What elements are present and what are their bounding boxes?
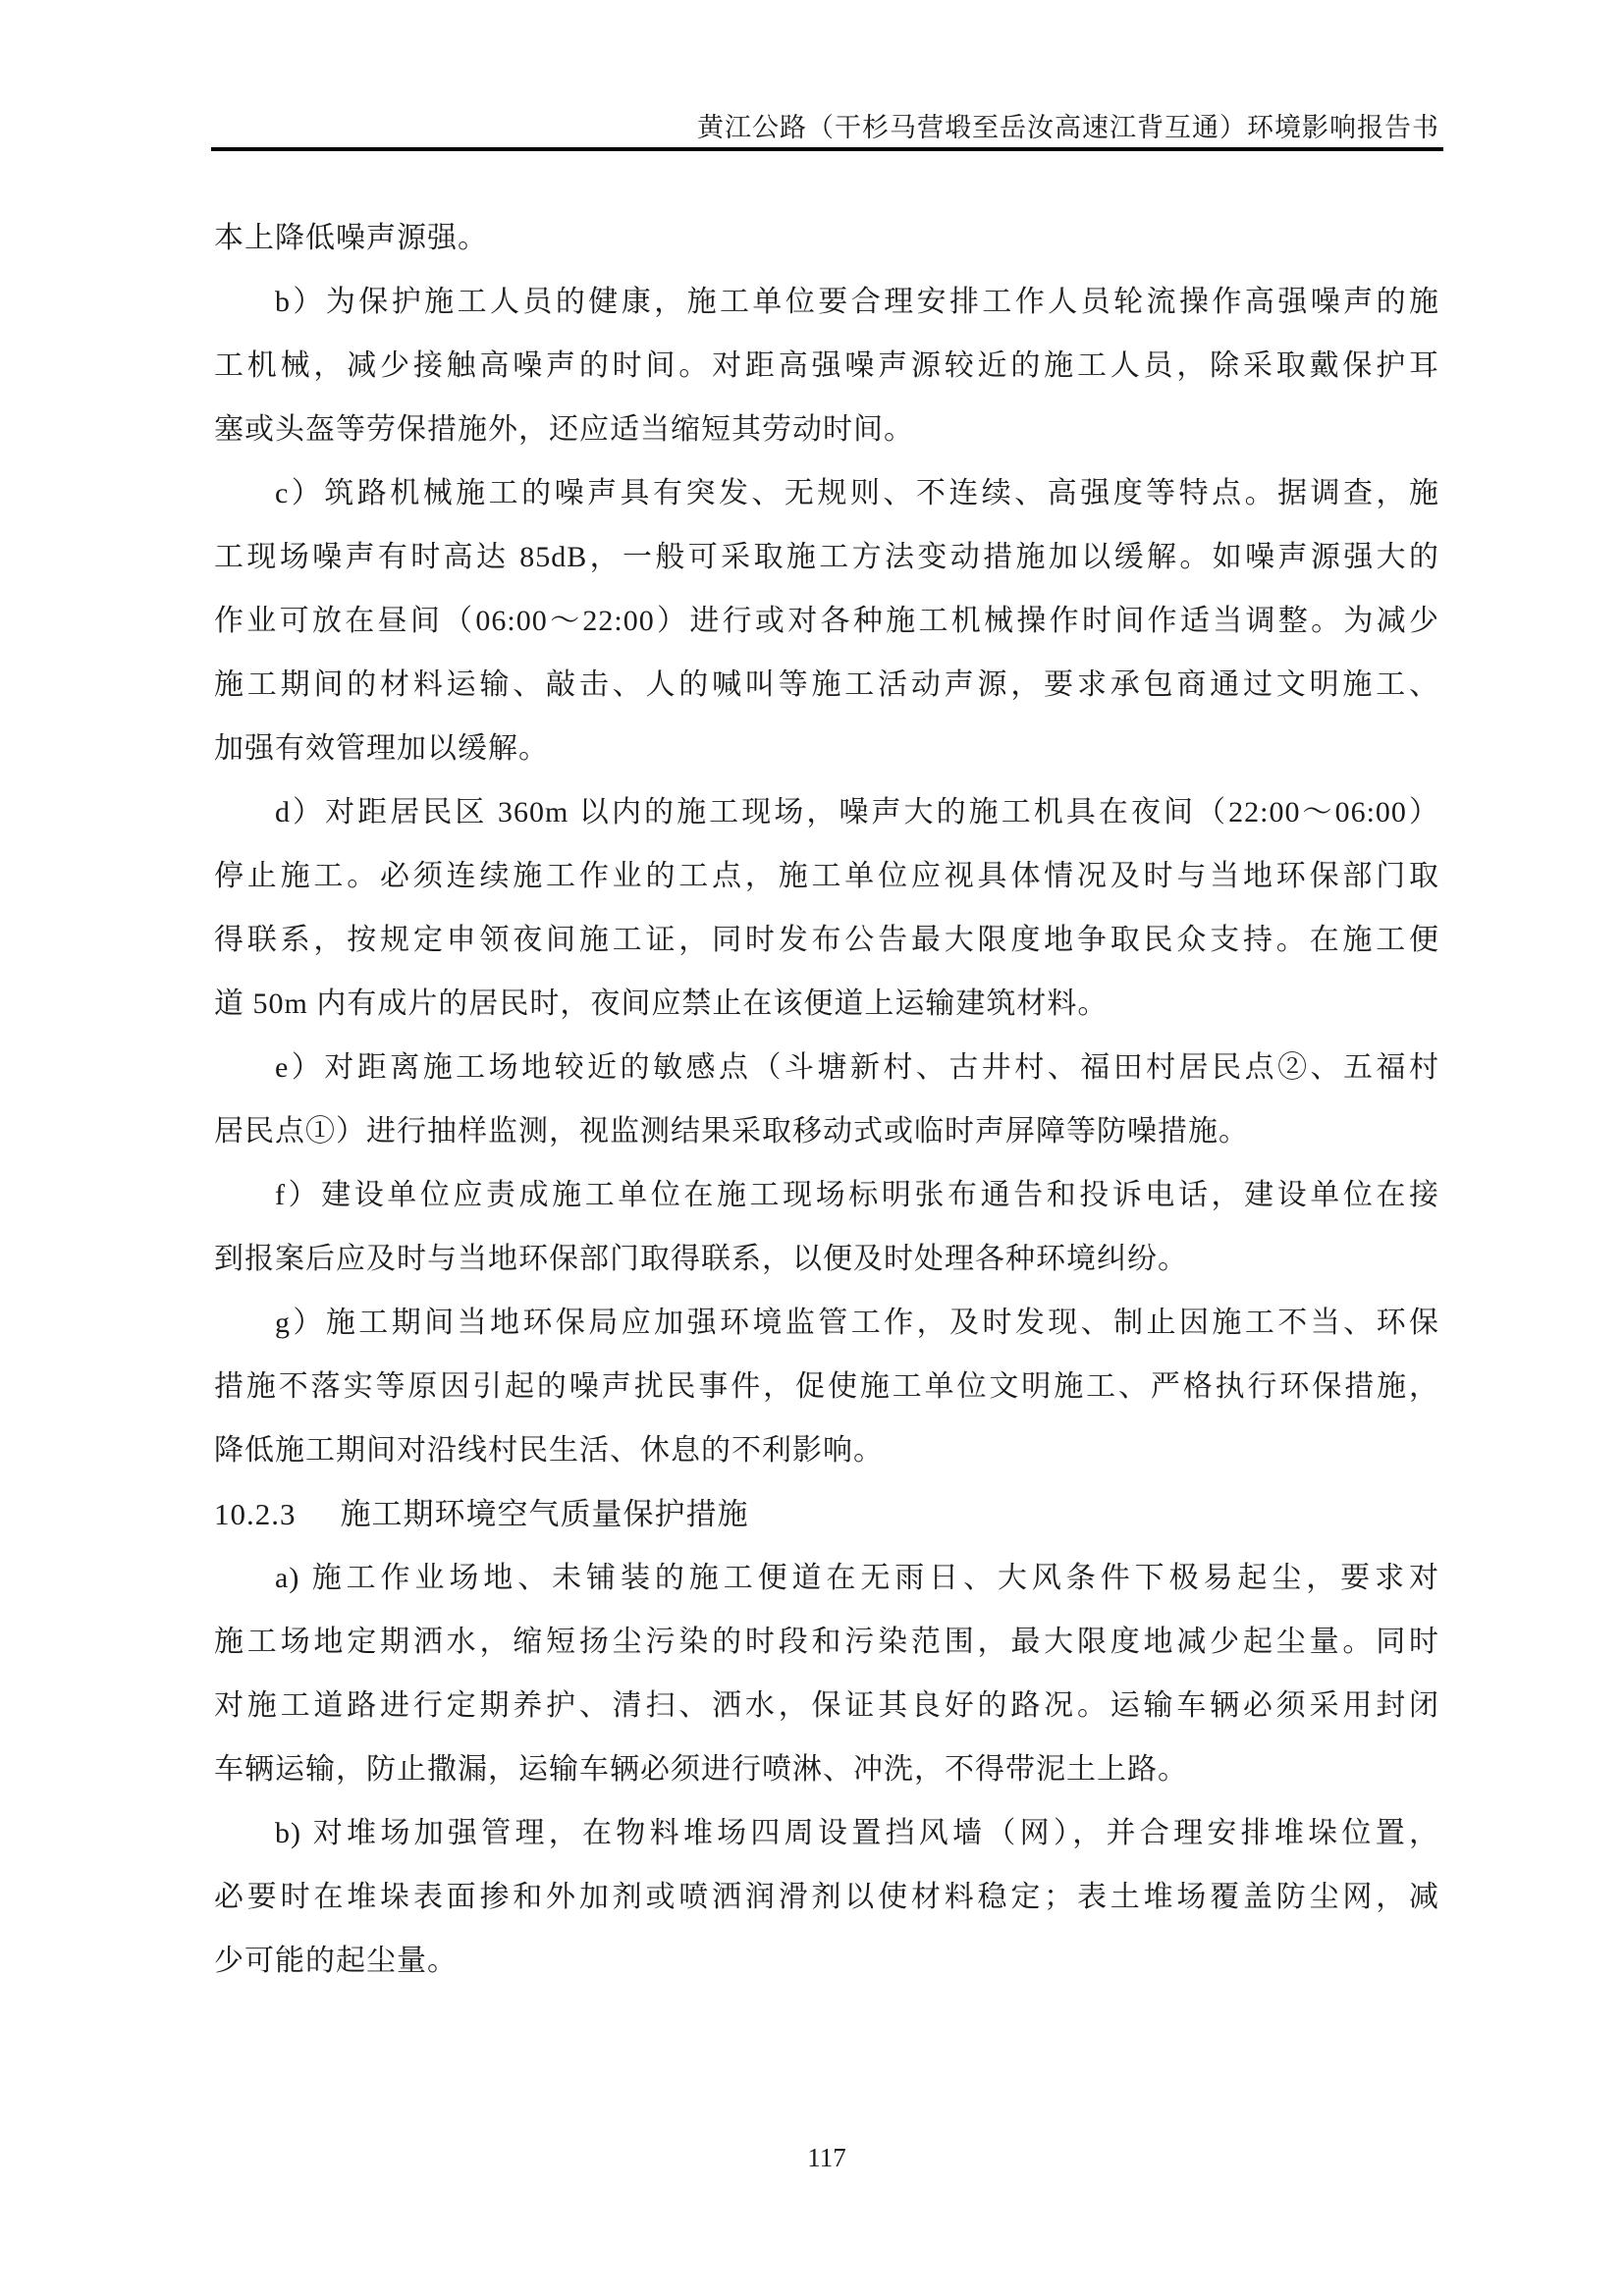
body-line: 施工场地定期洒水，缩短扬尘污染的时段和污染范围，最大限度地减少起尘量。同时 bbox=[214, 1626, 1439, 1658]
body-line: 居民点①）进行抽样监测，视监测结果采取移动式或临时声屏障等防噪措施。 bbox=[214, 1115, 1249, 1148]
page-header-title: 黄江公路（干杉马营塅至岳汝高速江背互通）环境影响报告书 bbox=[697, 113, 1439, 142]
body-line: 工现场噪声有时高达 85dB，一般可采取施工方法变动措施加以缓解。如噪声源强大的 bbox=[214, 541, 1439, 573]
body-line: 塞或头盔等劳保措施外，还应适当缩短其劳动时间。 bbox=[214, 413, 914, 446]
body-line: d）对距居民区 360m 以内的施工现场，噪声大的施工机具在夜间（22:00～06:00） bbox=[275, 796, 1439, 828]
header-rule bbox=[211, 147, 1443, 151]
body-line: 工机械，减少接触高噪声的时间。对距高强噪声源较近的施工人员，除采取戴保护耳 bbox=[214, 349, 1439, 382]
body-line: g）施工期间当地环保局应加强环境监管工作，及时发现、制止因施工不当、环保 bbox=[275, 1307, 1439, 1339]
section-heading bbox=[214, 1482, 1439, 1546]
page-number: 117 bbox=[807, 2143, 846, 2172]
body-line: 必要时在堆垛表面掺和外加剂或喷洒润滑剂以使材料稳定；表土堆场覆盖防尘网，减 bbox=[214, 1881, 1439, 1913]
body-line: 施工期间的材料运输、敲击、人的喊叫等施工活动声源，要求承包商通过文明施工、 bbox=[214, 668, 1439, 701]
body-line: 少可能的起尘量。 bbox=[214, 1945, 458, 1977]
body-line: 停止施工。必须连续施工作业的工点，施工单位应视具体情况及时与当地环保部门取 bbox=[214, 860, 1439, 892]
body-line: 作业可放在昼间（06:00～22:00）进行或对各种施工机械操作时间作适当调整。为减少 bbox=[214, 605, 1439, 637]
body-line: 加强有效管理加以缓解。 bbox=[214, 732, 549, 765]
body-line: e）对距离施工场地较近的敏感点（斗塘新村、古井村、福田村居民点②、五福村 bbox=[275, 1051, 1439, 1084]
body-line: 降低施工期间对沿线村民生活、休息的不利影响。 bbox=[214, 1434, 884, 1467]
body-line: b）为保护施工人员的健康，施工单位要合理安排工作人员轮流操作高强噪声的施 bbox=[275, 286, 1439, 318]
body-line: 对施工道路进行定期养护、清扫、洒水，保证其良好的路况。运输车辆必须采用封闭 bbox=[214, 1689, 1439, 1722]
body-line: 措施不落实等原因引起的噪声扰民事件，促使施工单位文明施工、严格执行环保措施， bbox=[214, 1370, 1439, 1403]
body-line: b) 对堆场加强管理，在物料堆场四周设置挡风墙（网），并合理安排堆垛位置， bbox=[275, 1817, 1439, 1849]
body-line: 车辆运输，防止撒漏，运输车辆必须进行喷淋、冲洗，不得带泥土上路。 bbox=[214, 1753, 1188, 1786]
body-line: f）建设单位应责成施工单位在施工现场标明张布通告和投诉电话，建设单位在接 bbox=[275, 1179, 1439, 1211]
body-line: 本上降低噪声源强。 bbox=[214, 222, 488, 254]
section-title: 施工期环境空气质量保护措施 bbox=[340, 1497, 749, 1531]
section-number: 10.2.3 bbox=[214, 1497, 297, 1531]
body-line: c）筑路机械施工的噪声具有突发、无规则、不连续、高强度等特点。据调查，施 bbox=[275, 477, 1439, 509]
body-line: 道 50m 内有成片的居民时，夜间应禁止在该便道上运输建筑材料。 bbox=[214, 988, 1109, 1020]
body-line: 到报案后应及时与当地环保部门取得联系，以便及时处理各种环境纠纷。 bbox=[214, 1243, 1188, 1275]
body-line: a) 施工作业场地、未铺装的施工便道在无雨日、大风条件下极易起尘，要求对 bbox=[275, 1562, 1439, 1594]
body-text bbox=[214, 206, 1439, 1993]
body-line: 得联系，按规定申领夜间施工证，同时发布公告最大限度地争取民众支持。在施工便 bbox=[214, 924, 1439, 956]
